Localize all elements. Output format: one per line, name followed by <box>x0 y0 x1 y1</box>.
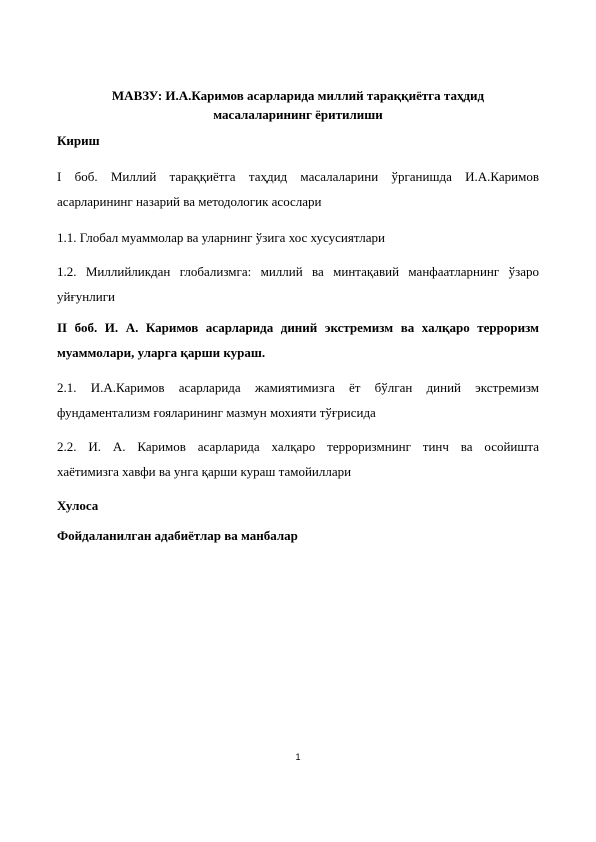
toc-section-1-1: 1.1. Глобал муаммолар ва уларнинг ўзига хос хусусиятлари <box>57 230 385 245</box>
toc-section-2-2-line-2: хаётимизга хавфи ва унга қарши кураш тамойиллари <box>57 464 352 479</box>
toc-section-2-1 <box>57 375 539 425</box>
toc-chapter-2-line-1: II боб. И. А. Каримов асарларида диний экстремизм ва халқаро терроризм <box>57 320 539 335</box>
toc-chapter-1-line-2: асарларининг назарий ва методологик асослари <box>57 194 322 209</box>
page-number: 1 <box>295 752 301 762</box>
toc-intro: Кириш <box>57 133 100 148</box>
toc-chapter-2 <box>57 315 539 365</box>
toc-section-2-1-line-1: 2.1. И.А.Каримов асарларида жамиятимизга ёт бўлган диний экстремизм <box>57 380 539 395</box>
toc-section-1-2 <box>57 259 539 309</box>
title-line-2: масалаларининг ёритилиши <box>213 107 383 122</box>
toc-section-2-2-line-1: 2.2. И. А. Каримов асарларида халқаро терроризмнинг тинч ва осойишта <box>57 439 539 454</box>
toc-chapter-1 <box>57 164 539 214</box>
toc-chapter-1-line-1: I боб. Миллий тараққиётга таҳдид масалаларини ўрганишда И.А.Каримов <box>57 169 539 184</box>
toc-section-1-2-line-2: уйғунлиги <box>57 289 115 304</box>
toc-section-2-2 <box>57 434 539 484</box>
toc-references: Фойдаланилган адабиётлар ва манбалар <box>57 528 298 543</box>
toc-chapter-2-line-2: муаммолари, уларга қарши кураш. <box>57 345 266 360</box>
title-line-1: МАВЗУ: И.А.Каримов асарларида миллий тараққиётга таҳдид <box>111 88 485 103</box>
page-title <box>57 86 539 124</box>
toc-conclusion: Хулоса <box>57 498 99 513</box>
toc-section-1-2-line-1: 1.2. Миллийликдан глобализмга: миллий ва минтақавий манфаатларнинг ўзаро <box>57 264 539 279</box>
toc-section-2-1-line-2: фундаментализм ғояларининг мазмун мохияти тўғрисида <box>57 405 376 420</box>
